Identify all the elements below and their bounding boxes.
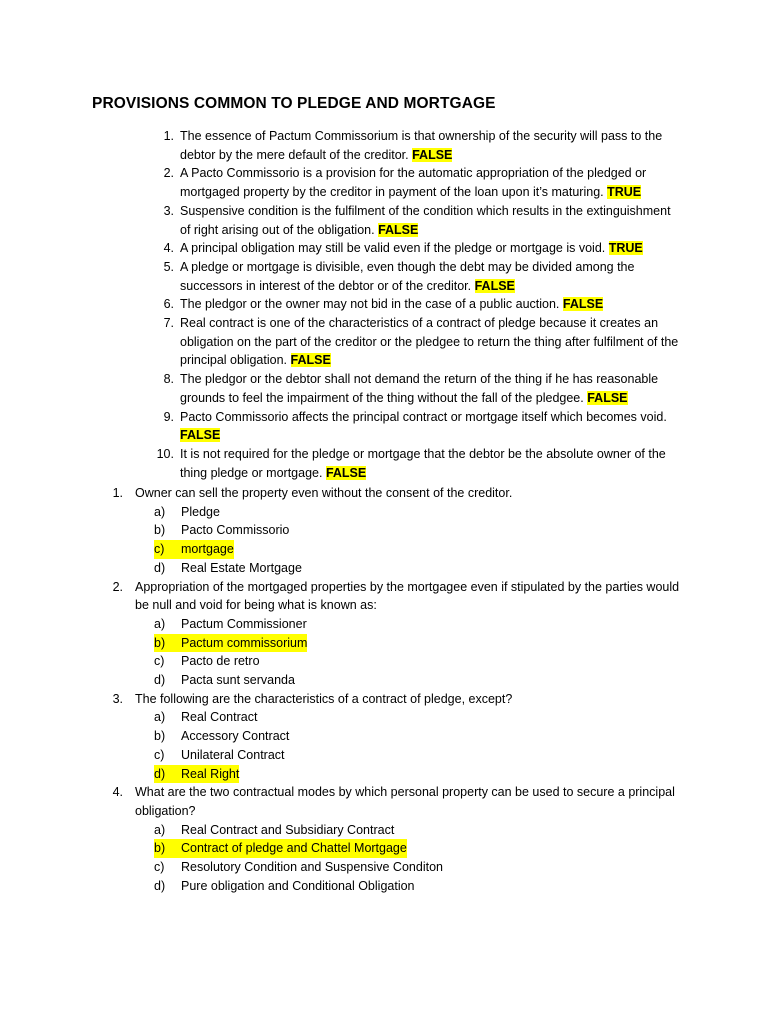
option-content <box>154 765 239 784</box>
item-text-wrap <box>180 166 646 199</box>
item-number: 1. <box>163 129 174 143</box>
option-letter: a) <box>154 822 166 837</box>
option-content <box>154 878 415 893</box>
tf-item <box>152 314 682 370</box>
tf-item <box>152 408 682 445</box>
option-content <box>154 673 295 688</box>
answer-option <box>108 858 683 877</box>
option-content <box>154 860 443 875</box>
option-letter: c) <box>154 654 165 669</box>
answer-option-highlighted <box>108 540 683 559</box>
option-text: Unilateral Contract <box>181 747 285 762</box>
option-text: Pacto de retro <box>181 654 260 669</box>
option-content <box>154 839 407 858</box>
tf-item <box>152 370 682 407</box>
option-letter: d) <box>154 673 166 688</box>
option-text: Pledge <box>181 504 220 519</box>
item-number: 6. <box>163 297 174 312</box>
option-letter: b) <box>154 841 166 856</box>
answer-badge: FALSE <box>325 465 367 480</box>
question-text: Appropriation of the mortgaged properties by the mortgagee even if stipulated by the parties would be null and void for being what is known as: <box>135 579 680 613</box>
option-text: Real Estate Mortgage <box>181 560 302 575</box>
item-text: The pledgor or the debtor shall not demand the return of the thing if he has reasonable grounds to feel the impairment of the thing without the fall of the pledgee. <box>180 372 659 405</box>
tf-item <box>152 258 682 295</box>
option-content <box>154 710 258 725</box>
answer-option-highlighted <box>108 634 683 653</box>
answer-option <box>108 671 683 690</box>
answer-option <box>108 708 683 727</box>
answer-badge: FALSE <box>378 222 419 237</box>
item-number: 2. <box>163 166 174 181</box>
option-text: Accessory Contract <box>181 729 290 744</box>
question <box>108 783 683 820</box>
answer-option <box>108 652 683 671</box>
item-text-wrap <box>180 297 603 311</box>
option-text: Real Contract and Subsidiary Contract <box>181 822 395 837</box>
item-text: The essence of Pactum Commissorium is that ownership of the security will pass to the debtor by the mere default of the creditor. <box>180 129 663 162</box>
option-text: Pure obligation and Conditional Obligation <box>181 878 415 893</box>
option-letter: b) <box>154 523 166 538</box>
item-text-wrap <box>180 372 658 405</box>
option-letter: c) <box>154 542 165 557</box>
question <box>108 690 683 709</box>
item-number: 10. <box>156 446 174 461</box>
item-number: 4. <box>163 241 174 256</box>
option-letter: d) <box>154 878 166 893</box>
option-letter: b) <box>154 635 166 650</box>
option-text: Real Contract <box>181 710 258 725</box>
question <box>108 578 683 615</box>
answer-option <box>108 877 683 896</box>
question-number: 1. <box>112 486 123 500</box>
answer-badge: FALSE <box>180 428 221 443</box>
option-content <box>154 822 395 837</box>
question <box>108 484 683 503</box>
option-letter: b) <box>154 729 166 744</box>
question-text: The following are the characteristics of a contract of pledge, except? <box>135 691 513 706</box>
item-text: Pacto Commissorio affects the principal contract or mortgage itself which becomes void. <box>180 409 667 424</box>
answer-option <box>108 559 683 578</box>
item-text-wrap <box>180 447 666 480</box>
tf-item <box>152 239 682 258</box>
page-title: PROVISIONS COMMON TO PLEDGE AND MORTGAGE <box>92 95 496 112</box>
answer-option-highlighted <box>108 839 683 858</box>
item-text: A pledge or mortgage is divisible, even though the debt may be divided among the successors in interest of the debtor or of the creditor. <box>180 259 635 293</box>
answer-badge: TRUE <box>607 185 642 200</box>
option-text: Pactum commissorium <box>181 635 308 650</box>
option-text: Pacto Commissorio <box>181 523 290 538</box>
answer-option <box>108 746 683 765</box>
item-number: 7. <box>163 316 174 331</box>
option-content <box>154 616 307 631</box>
option-content <box>154 654 260 669</box>
tf-item <box>152 445 682 482</box>
question-text: Owner can sell the property even without the consent of the creditor. <box>135 486 513 500</box>
answer-option <box>108 503 683 522</box>
option-text: Real Right <box>181 766 240 781</box>
answer-badge: FALSE <box>474 278 515 293</box>
answer-badge: FALSE <box>290 353 331 368</box>
answer-badge: TRUE <box>608 241 643 256</box>
multiple-choice-list <box>108 484 683 895</box>
option-letter: c) <box>154 860 165 875</box>
option-letter: c) <box>154 747 165 762</box>
item-number: 3. <box>163 203 174 218</box>
question-number: 4. <box>112 785 123 800</box>
answer-option <box>108 615 683 634</box>
option-text: mortgage <box>181 542 234 557</box>
item-text-wrap <box>180 316 678 367</box>
option-content <box>154 634 307 653</box>
item-text: The pledgor or the owner may not bid in the case of a public auction. <box>180 297 560 312</box>
option-letter: a) <box>154 504 166 519</box>
option-content <box>154 729 290 744</box>
answer-badge: FALSE <box>587 390 628 405</box>
answer-option <box>108 821 683 840</box>
option-letter: d) <box>154 766 166 781</box>
tf-item <box>152 127 682 164</box>
tf-item <box>152 202 682 239</box>
option-content <box>154 504 220 519</box>
item-text-wrap <box>180 204 671 237</box>
option-text: Pactum Commissioner <box>181 616 307 631</box>
option-content <box>154 747 285 762</box>
true-false-list <box>152 127 682 482</box>
item-number: 8. <box>163 372 174 387</box>
option-content <box>154 523 290 538</box>
answer-badge: FALSE <box>562 297 604 312</box>
item-text-wrap <box>180 410 667 443</box>
item-text: A principal obligation may still be valid even if the pledge or mortgage is void. <box>180 241 606 256</box>
item-text: Suspensive condition is the fulfilment of the condition which results in the extinguishment of right arising out of the obligation. <box>180 203 671 237</box>
item-number: 9. <box>163 409 174 424</box>
answer-option <box>108 521 683 540</box>
tf-item <box>152 295 682 314</box>
answer-option-highlighted <box>108 765 683 784</box>
question-text: What are the two contractual modes by which personal property can be used to secure a principal obligation? <box>135 785 675 818</box>
item-text: Real contract is one of the characteristics of a contract of pledge because it creates an obligation on the part of the creditor or the pledgee to return the thing after fulfilment of the principal obligation. <box>180 316 679 368</box>
tf-item <box>152 164 682 201</box>
item-text-wrap <box>180 241 643 255</box>
item-text-wrap <box>180 129 662 162</box>
item-text-wrap <box>180 260 634 293</box>
option-content <box>154 540 234 559</box>
option-letter: d) <box>154 560 166 575</box>
item-text: It is not required for the pledge or mortgage that the debtor be the absolute owner of the thing pledge or mortgage. <box>180 446 666 480</box>
item-text: A Pacto Commissorio is a provision for the automatic appropriation of the pledged or mortgaged property by the creditor in payment of the loan upon it’s maturing. <box>180 166 647 200</box>
item-number: 5. <box>163 259 174 274</box>
option-content <box>154 560 302 575</box>
option-letter: a) <box>154 710 166 725</box>
question-number: 3. <box>112 691 123 706</box>
answer-badge: FALSE <box>412 147 453 162</box>
question-number: 2. <box>112 579 123 594</box>
option-letter: a) <box>154 616 166 631</box>
answer-option <box>108 727 683 746</box>
option-text: Contract of pledge and Chattel Mortgage <box>181 841 407 856</box>
option-text: Pacta sunt servanda <box>181 673 295 688</box>
option-text: Resolutory Condition and Suspensive Conditon <box>181 860 443 875</box>
